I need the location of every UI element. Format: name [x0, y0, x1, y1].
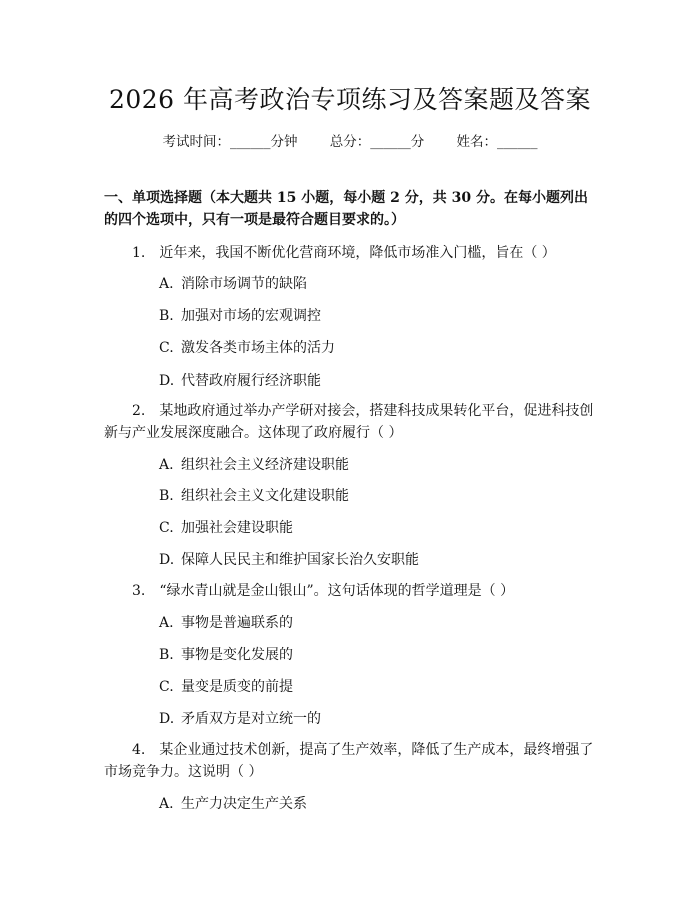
option-text: 量变是质变的前提 [181, 679, 293, 695]
question-3-stem: 3. “绿水青山就是金山银山”。这句话体现的哲学道理是（ ） [132, 583, 515, 599]
option-letter: C. [159, 520, 174, 536]
option-letter: B. [159, 488, 174, 504]
question-1-stem: 1. 近年来，我国不断优化营商环境，降低市场准入门槛，旨在（ ） [132, 245, 556, 261]
question-3-option-a [159, 612, 579, 634]
option-letter: C. [159, 679, 174, 695]
exam-time-field: 考试时间：______分钟 [162, 134, 298, 150]
total-score-field: 总分：______分 [329, 134, 425, 150]
question-1-option-b [159, 305, 579, 327]
question-2-stem: 2. 某地政府通过举办产学研对接会，搭建科技成果转化平台，促进科技创新与产业发展深度融合。这体现了政府履行（ ） [104, 403, 594, 441]
option-text: 组织社会主义经济建设职能 [181, 457, 349, 473]
option-text: 加强社会建设职能 [181, 520, 293, 536]
question-1-option-c [159, 337, 579, 359]
option-text: 激发各类市场主体的活力 [181, 340, 335, 356]
option-text: 事物是普遍联系的 [181, 615, 293, 631]
question-3-option-d [159, 708, 579, 730]
student-name-field: 姓名：______ [456, 134, 538, 150]
question-1-option-a [159, 273, 579, 295]
question-2-option-b [159, 485, 579, 507]
question-2-option-a [159, 454, 579, 476]
option-letter: D. [159, 373, 175, 389]
section-heading: 一、单项选择题（本大题共 15 小题，每小题 2 分，共 30 分。在每小题列出的四个选项中，只有一项是最符合题目要求的。） [104, 190, 588, 228]
option-letter: C. [159, 340, 174, 356]
page-title: 2026 年高考政治专项练习及答案题及答案 [108, 85, 592, 114]
option-text: 事物是变化发展的 [181, 647, 293, 663]
option-text: 保障人民民主和维护国家长治久安职能 [181, 552, 419, 568]
question-2-option-c [159, 517, 579, 539]
question-4-stem: 4. 某企业通过技术创新，提高了生产效率，降低了生产成本，最终增强了市场竞争力。这说明（ ） [104, 742, 594, 780]
question-3-option-c [159, 676, 579, 698]
option-text: 消除市场调节的缺陷 [181, 276, 307, 292]
option-letter: A. [159, 796, 174, 812]
option-letter: D. [159, 552, 175, 568]
option-letter: D. [159, 711, 175, 727]
option-letter: A. [159, 615, 174, 631]
option-letter: A. [159, 276, 174, 292]
option-text: 矛盾双方是对立统一的 [181, 711, 321, 727]
option-text: 组织社会主义文化建设职能 [181, 488, 349, 504]
question-4-option-a [159, 793, 579, 815]
option-text: 生产力决定生产关系 [181, 796, 307, 812]
option-letter: B. [159, 308, 174, 324]
option-text: 加强对市场的宏观调控 [181, 308, 321, 324]
option-letter: A. [159, 457, 174, 473]
option-text: 代替政府履行经济职能 [181, 373, 321, 389]
question-1-option-d [159, 370, 579, 392]
exam-info-line [0, 132, 700, 152]
question-2-option-d [159, 549, 579, 571]
question-3-option-b [159, 644, 579, 666]
option-letter: B. [159, 647, 174, 663]
